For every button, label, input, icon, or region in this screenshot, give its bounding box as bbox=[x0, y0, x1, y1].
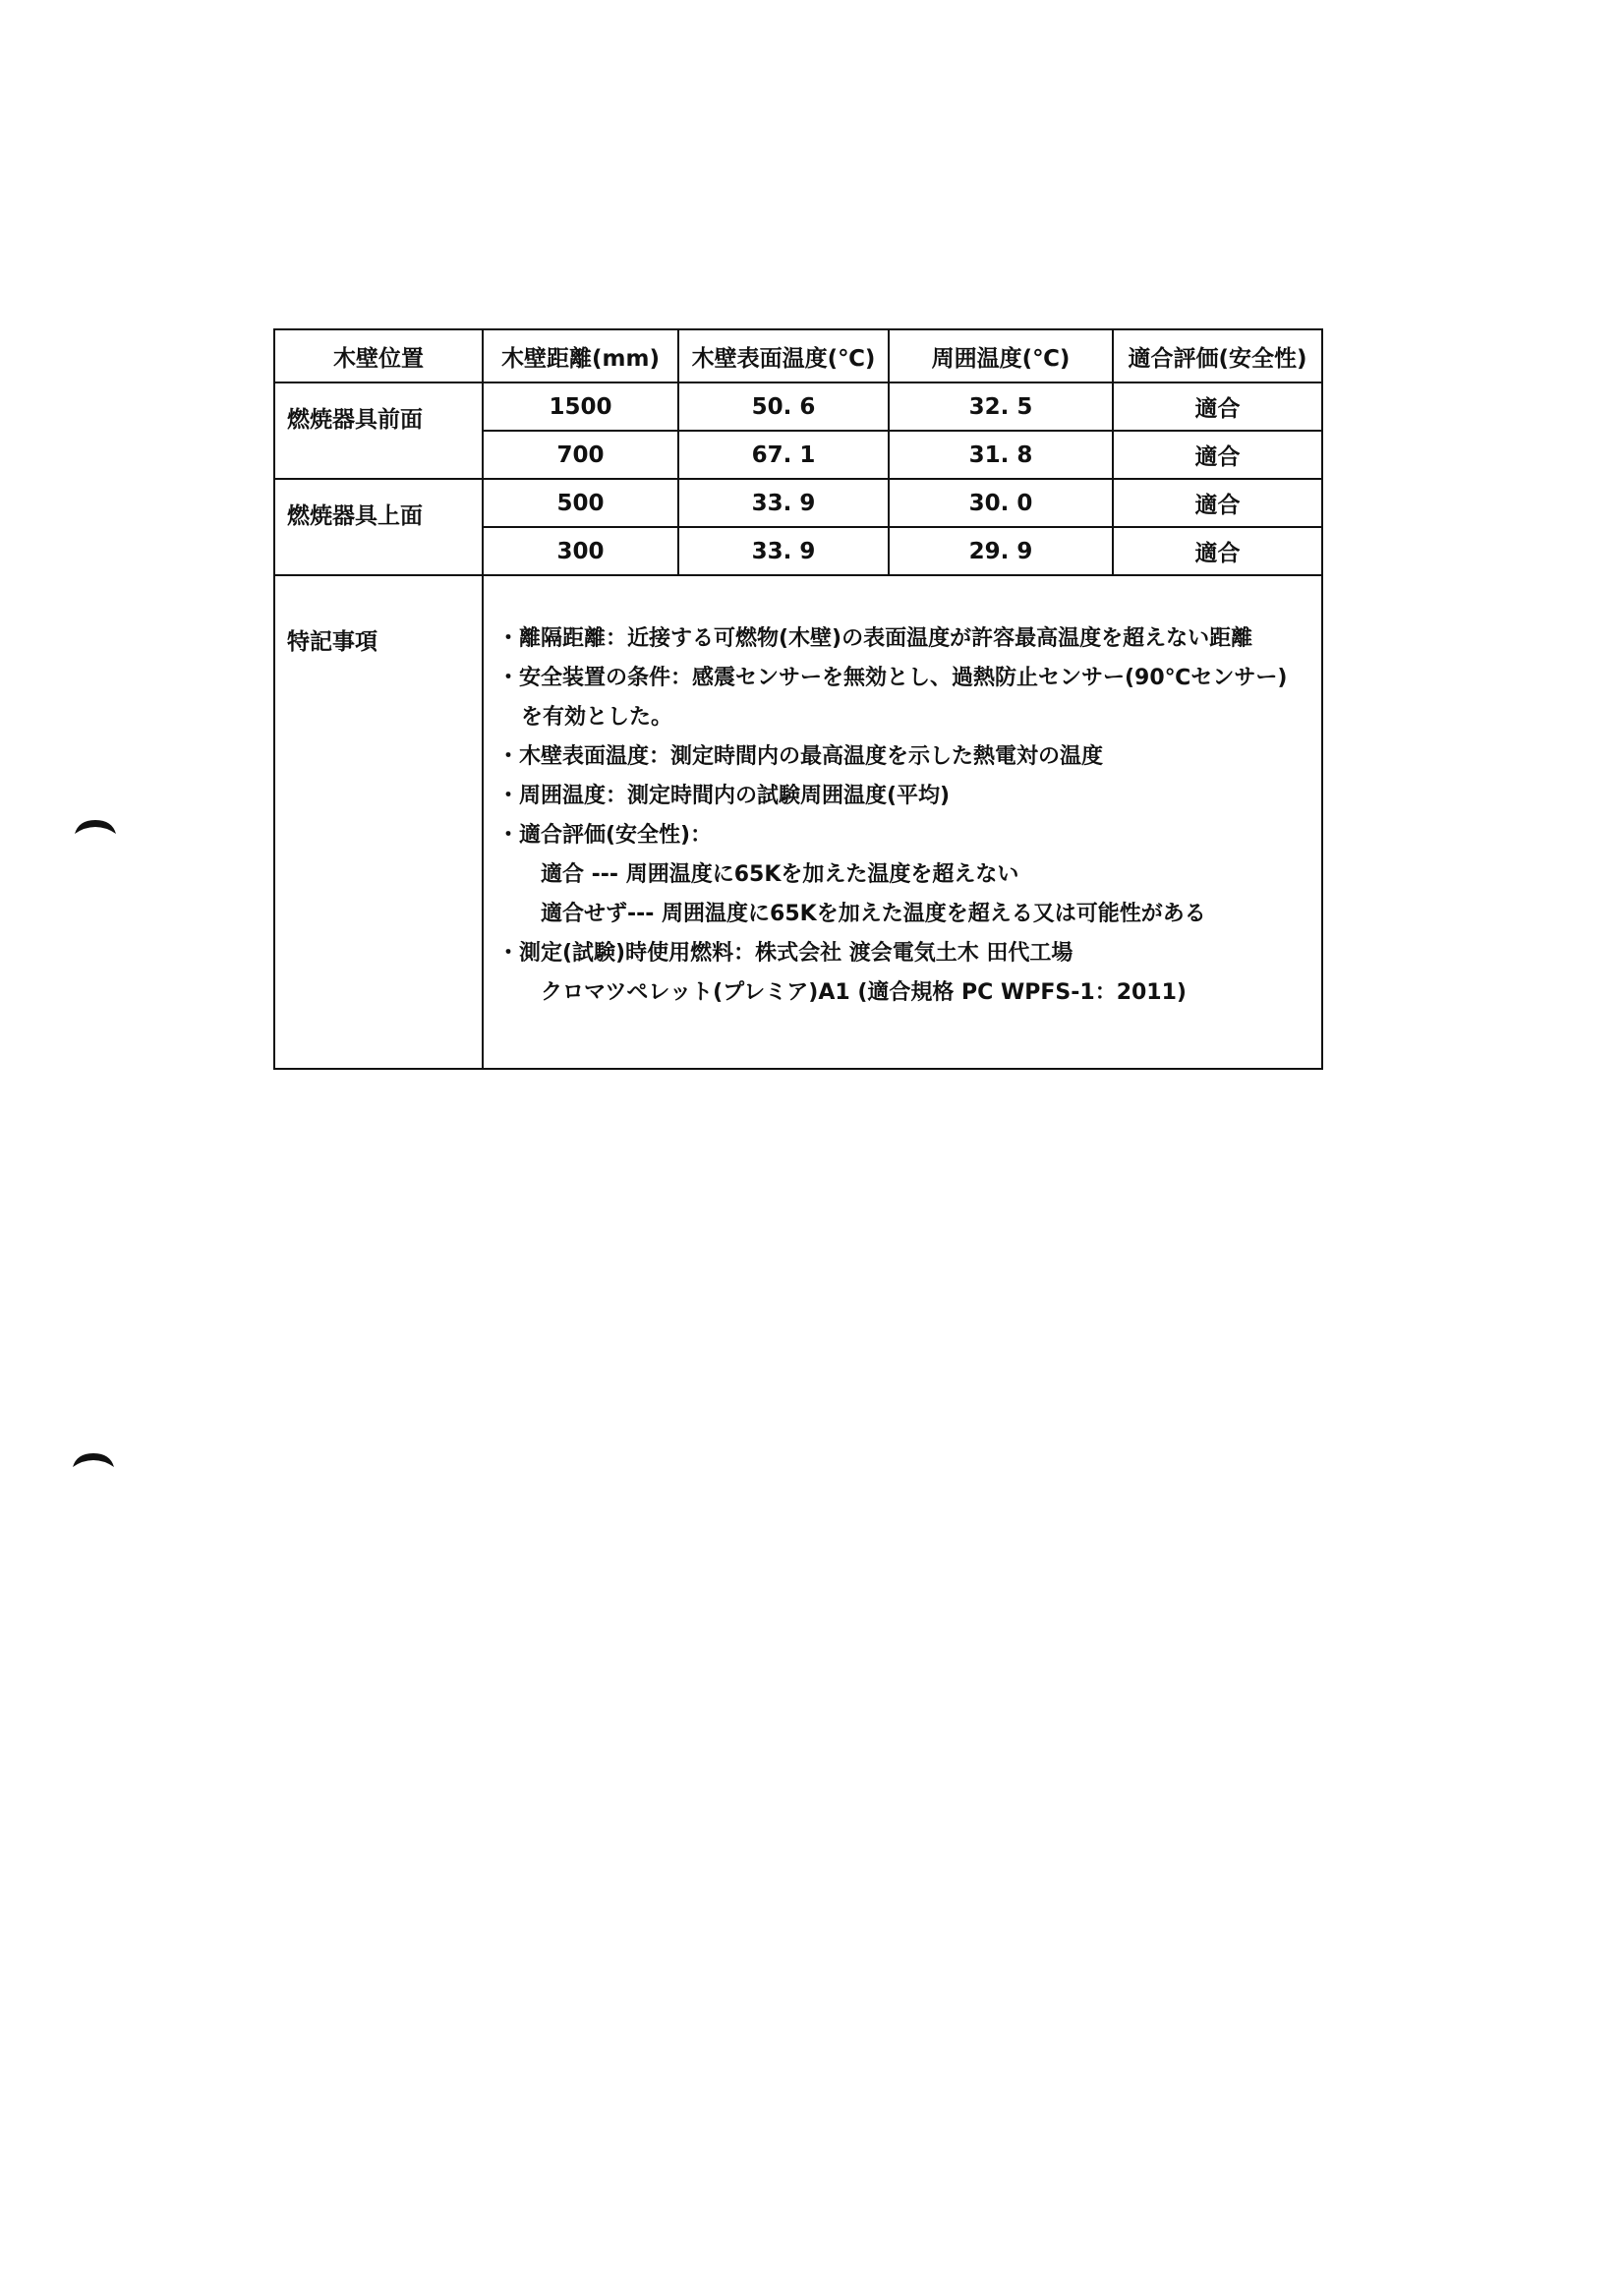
punch-hole-mark-upper bbox=[73, 818, 118, 836]
ambient-temp-cell: 29. 9 bbox=[889, 527, 1113, 575]
surface-temp-cell: 67. 1 bbox=[678, 431, 889, 479]
evaluation-cell: 適合 bbox=[1113, 527, 1322, 575]
evaluation-cell: 適合 bbox=[1113, 382, 1322, 431]
ambient-temp-cell: 30. 0 bbox=[889, 479, 1113, 527]
punch-hole-mark-lower bbox=[71, 1451, 116, 1469]
note-line: ・離隔距離：近接する可燃物(木壁)の表面温度が許容最高温度を超えない距離 bbox=[497, 626, 1253, 651]
distance-cell: 700 bbox=[483, 431, 678, 479]
location-cell-front: 燃焼器具前面 bbox=[274, 382, 483, 479]
header-wall-position: 木壁位置 bbox=[274, 329, 483, 382]
table-header-row bbox=[274, 329, 1322, 382]
table-row bbox=[274, 382, 1322, 431]
ambient-temp-cell: 32. 5 bbox=[889, 382, 1113, 431]
header-ambient-temp: 周囲温度(℃) bbox=[889, 329, 1113, 382]
table-row bbox=[274, 479, 1322, 527]
note-line: 適合せず--- 周囲温度に65Kを加えた温度を超える又は可能性がある bbox=[541, 902, 1206, 926]
note-line: ・安全装置の条件：感震センサーを無効とし、過熱防止センサー(90℃センサー) bbox=[497, 666, 1288, 690]
test-result-table bbox=[273, 328, 1323, 1070]
surface-temp-cell: 33. 9 bbox=[678, 527, 889, 575]
notes-label: 特記事項 bbox=[274, 575, 483, 1069]
note-line: クロマツペレット(プレミア)A1 (適合規格 PC WPFS-1：2011) bbox=[541, 980, 1187, 1005]
location-cell-top: 燃焼器具上面 bbox=[274, 479, 483, 575]
notes-row bbox=[274, 575, 1322, 1069]
note-line: ・周囲温度：測定時間内の試験周囲温度(平均) bbox=[497, 784, 951, 808]
surface-temp-cell: 50. 6 bbox=[678, 382, 889, 431]
ambient-temp-cell: 31. 8 bbox=[889, 431, 1113, 479]
note-line: ・測定(試験)時使用燃料：株式会社 渡会電気土木 田代工場 bbox=[497, 941, 1073, 966]
evaluation-cell: 適合 bbox=[1113, 431, 1322, 479]
distance-cell: 500 bbox=[483, 479, 678, 527]
notes-body bbox=[483, 575, 1322, 1069]
header-surface-temp: 木壁表面温度(℃) bbox=[678, 329, 889, 382]
surface-temp-cell: 33. 9 bbox=[678, 479, 889, 527]
note-line: 適合 --- 周囲温度に65Kを加えた温度を超えない bbox=[541, 862, 1019, 887]
note-line: ・木壁表面温度：測定時間内の最高温度を示した熱電対の温度 bbox=[497, 744, 1104, 769]
header-evaluation: 適合評価(安全性) bbox=[1113, 329, 1322, 382]
header-wall-distance: 木壁距離(mm) bbox=[483, 329, 678, 382]
note-line: を有効とした。 bbox=[521, 705, 673, 730]
note-line: ・適合評価(安全性)： bbox=[497, 823, 713, 848]
distance-cell: 300 bbox=[483, 527, 678, 575]
distance-cell: 1500 bbox=[483, 382, 678, 431]
evaluation-cell: 適合 bbox=[1113, 479, 1322, 527]
